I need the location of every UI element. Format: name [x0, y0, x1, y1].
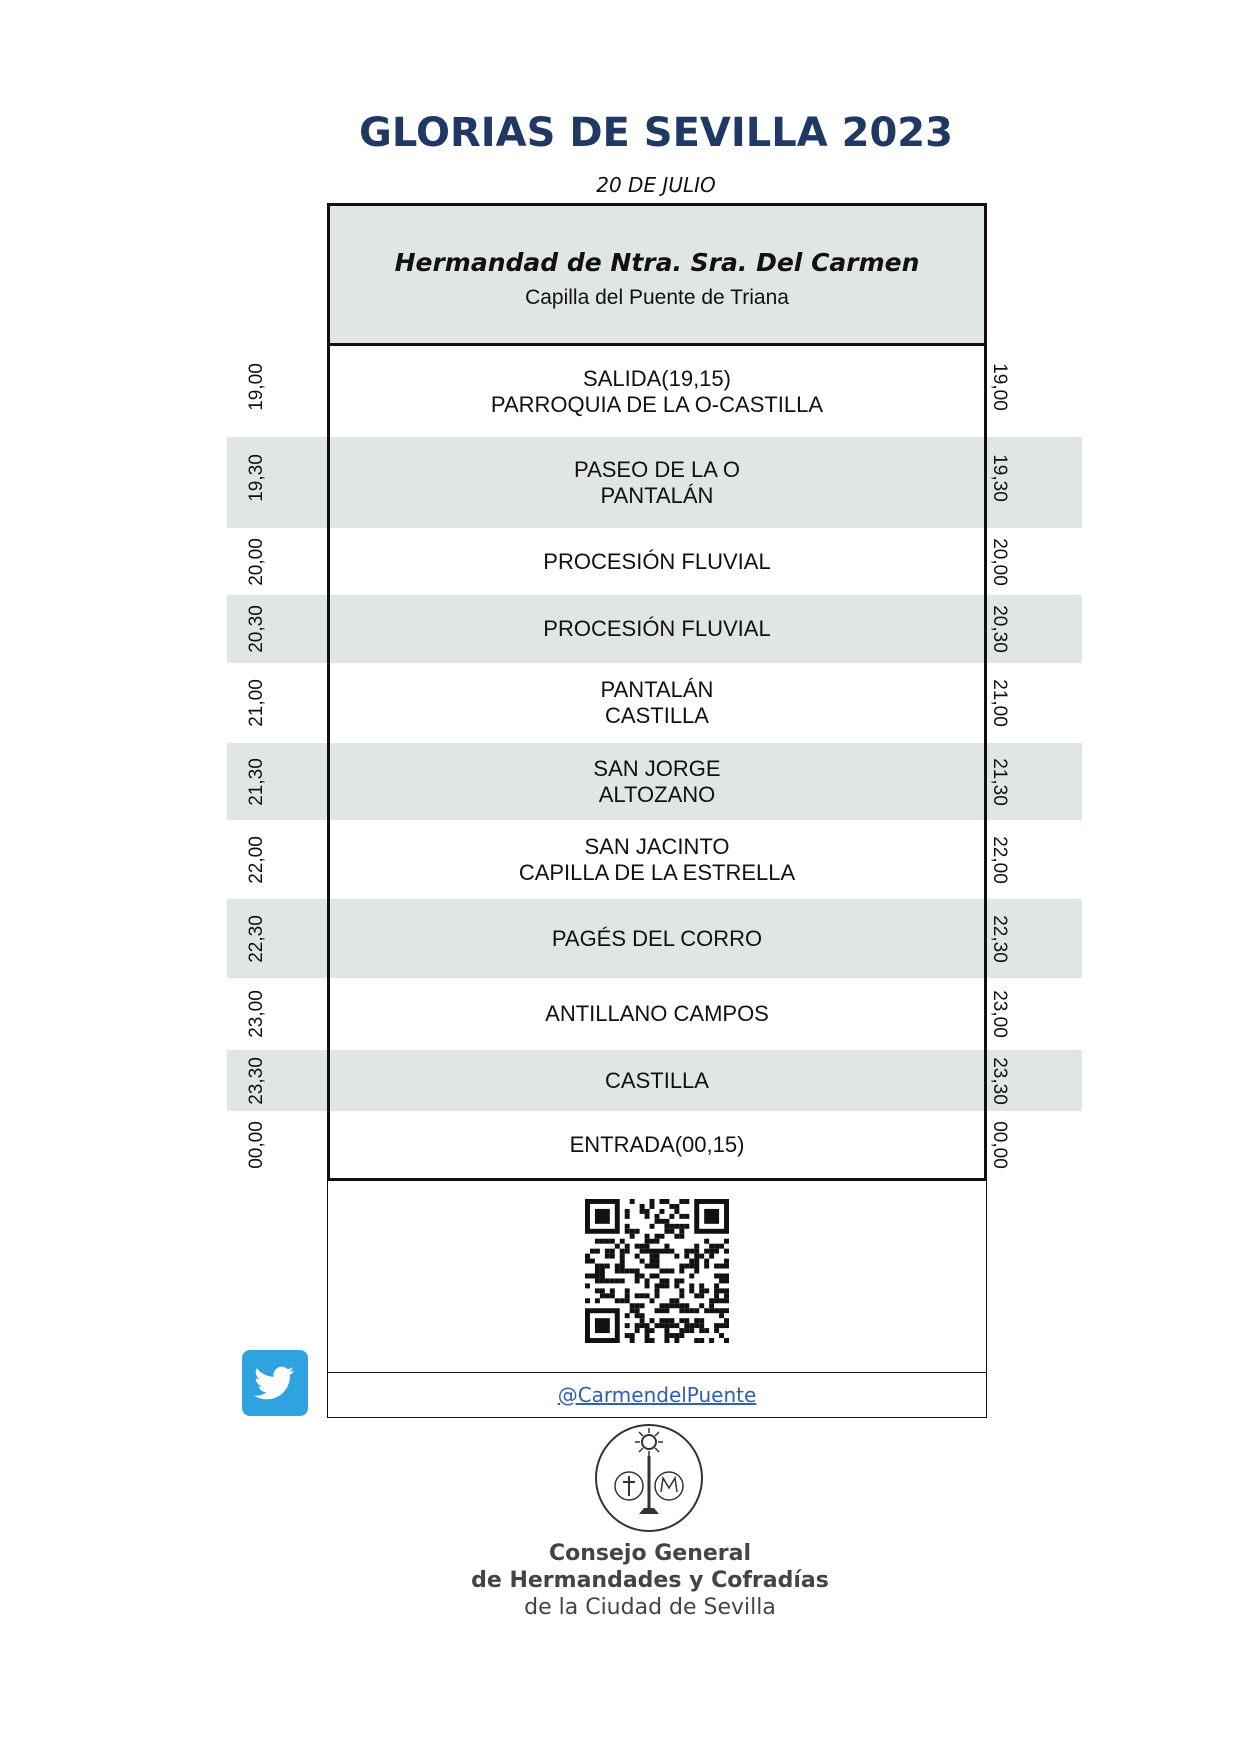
page-title: GLORIAS DE SEVILLA 2023 — [359, 110, 953, 156]
location-line: SALIDA(19,15) — [583, 365, 731, 391]
twitter-icon[interactable] — [242, 1350, 308, 1416]
location-line: PAGÉS DEL CORRO — [551, 925, 763, 951]
organization-line-2: de Hermandades y Cofradías — [471, 1568, 829, 1593]
schedule-row — [227, 1050, 1082, 1111]
schedule-row — [227, 1111, 1082, 1178]
monstrance-emblem-icon — [593, 1422, 705, 1534]
schedule-row — [227, 346, 1082, 437]
location-line: CASTILLA — [605, 703, 709, 728]
schedule-row — [227, 595, 1082, 663]
time-label-right: 19,30 — [989, 453, 1010, 502]
time-label-right: 23,00 — [989, 990, 1010, 1038]
time-label-right: 23,30 — [989, 1056, 1010, 1105]
organization-line-3: de la Ciudad de Sevilla — [524, 1595, 776, 1620]
location-line: ANTILLANO CAMPOS — [545, 1001, 769, 1026]
time-label-right: 20,30 — [989, 605, 1010, 653]
time-label-left: 20,30 — [246, 605, 267, 653]
schedule-row — [227, 899, 1082, 978]
schedule-row — [227, 978, 1082, 1050]
location-line: CASTILLA — [605, 1067, 709, 1093]
time-label-right: 19,00 — [989, 362, 1010, 411]
schedule-row — [227, 663, 1082, 743]
schedule-location — [327, 437, 987, 528]
qr-code-icon[interactable] — [585, 1199, 729, 1343]
capilla-name: Capilla del Puente de Triana — [525, 286, 789, 309]
location-line: PROCESIÓN FLUVIAL — [543, 548, 771, 574]
time-label-right: 00,00 — [989, 1120, 1010, 1169]
location-line: SAN JORGE — [593, 755, 721, 781]
time-label-left: 20,00 — [246, 537, 267, 586]
time-label-right: 22,30 — [989, 914, 1010, 963]
event-date: 20 DE JULIO — [596, 173, 716, 197]
hermandad-name: Hermandad de Ntra. Sra. Del Carmen — [394, 248, 920, 277]
schedule-row — [227, 528, 1082, 595]
location-line: ALTOZANO — [598, 781, 716, 807]
schedule-row — [227, 437, 1082, 528]
schedule-location — [327, 899, 987, 978]
schedule-location — [327, 528, 987, 595]
time-label-left: 19,00 — [246, 362, 267, 411]
schedule-location — [327, 978, 987, 1050]
time-label-left: 22,00 — [246, 835, 267, 884]
organization-line-1: Consejo General — [548, 1541, 752, 1566]
twitter-handle-box — [327, 1372, 987, 1418]
schedule-row — [227, 820, 1082, 899]
time-label-right: 22,00 — [989, 835, 1010, 884]
location-line: PASEO DE LA O — [574, 456, 740, 482]
time-label-right: 21,00 — [989, 679, 1010, 727]
time-label-left: 23,30 — [246, 1056, 267, 1105]
time-label-right: 20,00 — [989, 537, 1010, 586]
time-label-left: 21,30 — [246, 757, 267, 806]
schedule-row — [227, 743, 1082, 820]
schedule-location — [327, 595, 987, 663]
time-label-right: 21,30 — [989, 757, 1010, 806]
location-line: SAN JACINTO — [584, 833, 730, 859]
location-line: ENTRADA(00,15) — [569, 1131, 745, 1157]
schedule-location — [327, 1111, 987, 1178]
schedule-location — [327, 743, 987, 820]
schedule-location — [327, 663, 987, 743]
time-label-left: 00,00 — [246, 1120, 267, 1169]
twitter-handle-link[interactable]: @CarmendelPuente — [557, 1383, 757, 1407]
schedule-location — [327, 820, 987, 899]
schedule-location — [327, 1050, 987, 1111]
location-line: PROCESIÓN FLUVIAL — [543, 616, 771, 641]
schedule-location — [327, 346, 987, 437]
hermandad-header — [327, 203, 987, 344]
time-label-left: 19,30 — [246, 453, 267, 502]
location-line: PANTALÁN — [600, 482, 714, 508]
location-line: PARROQUIA DE LA O-CASTILLA — [490, 391, 824, 417]
time-label-left: 23,00 — [246, 990, 267, 1038]
time-label-left: 22,30 — [246, 914, 267, 963]
qr-code-box — [327, 1181, 987, 1372]
location-line: CAPILLA DE LA ESTRELLA — [518, 859, 796, 885]
time-label-left: 21,00 — [246, 679, 267, 727]
location-line: PANTALÁN — [600, 677, 714, 702]
